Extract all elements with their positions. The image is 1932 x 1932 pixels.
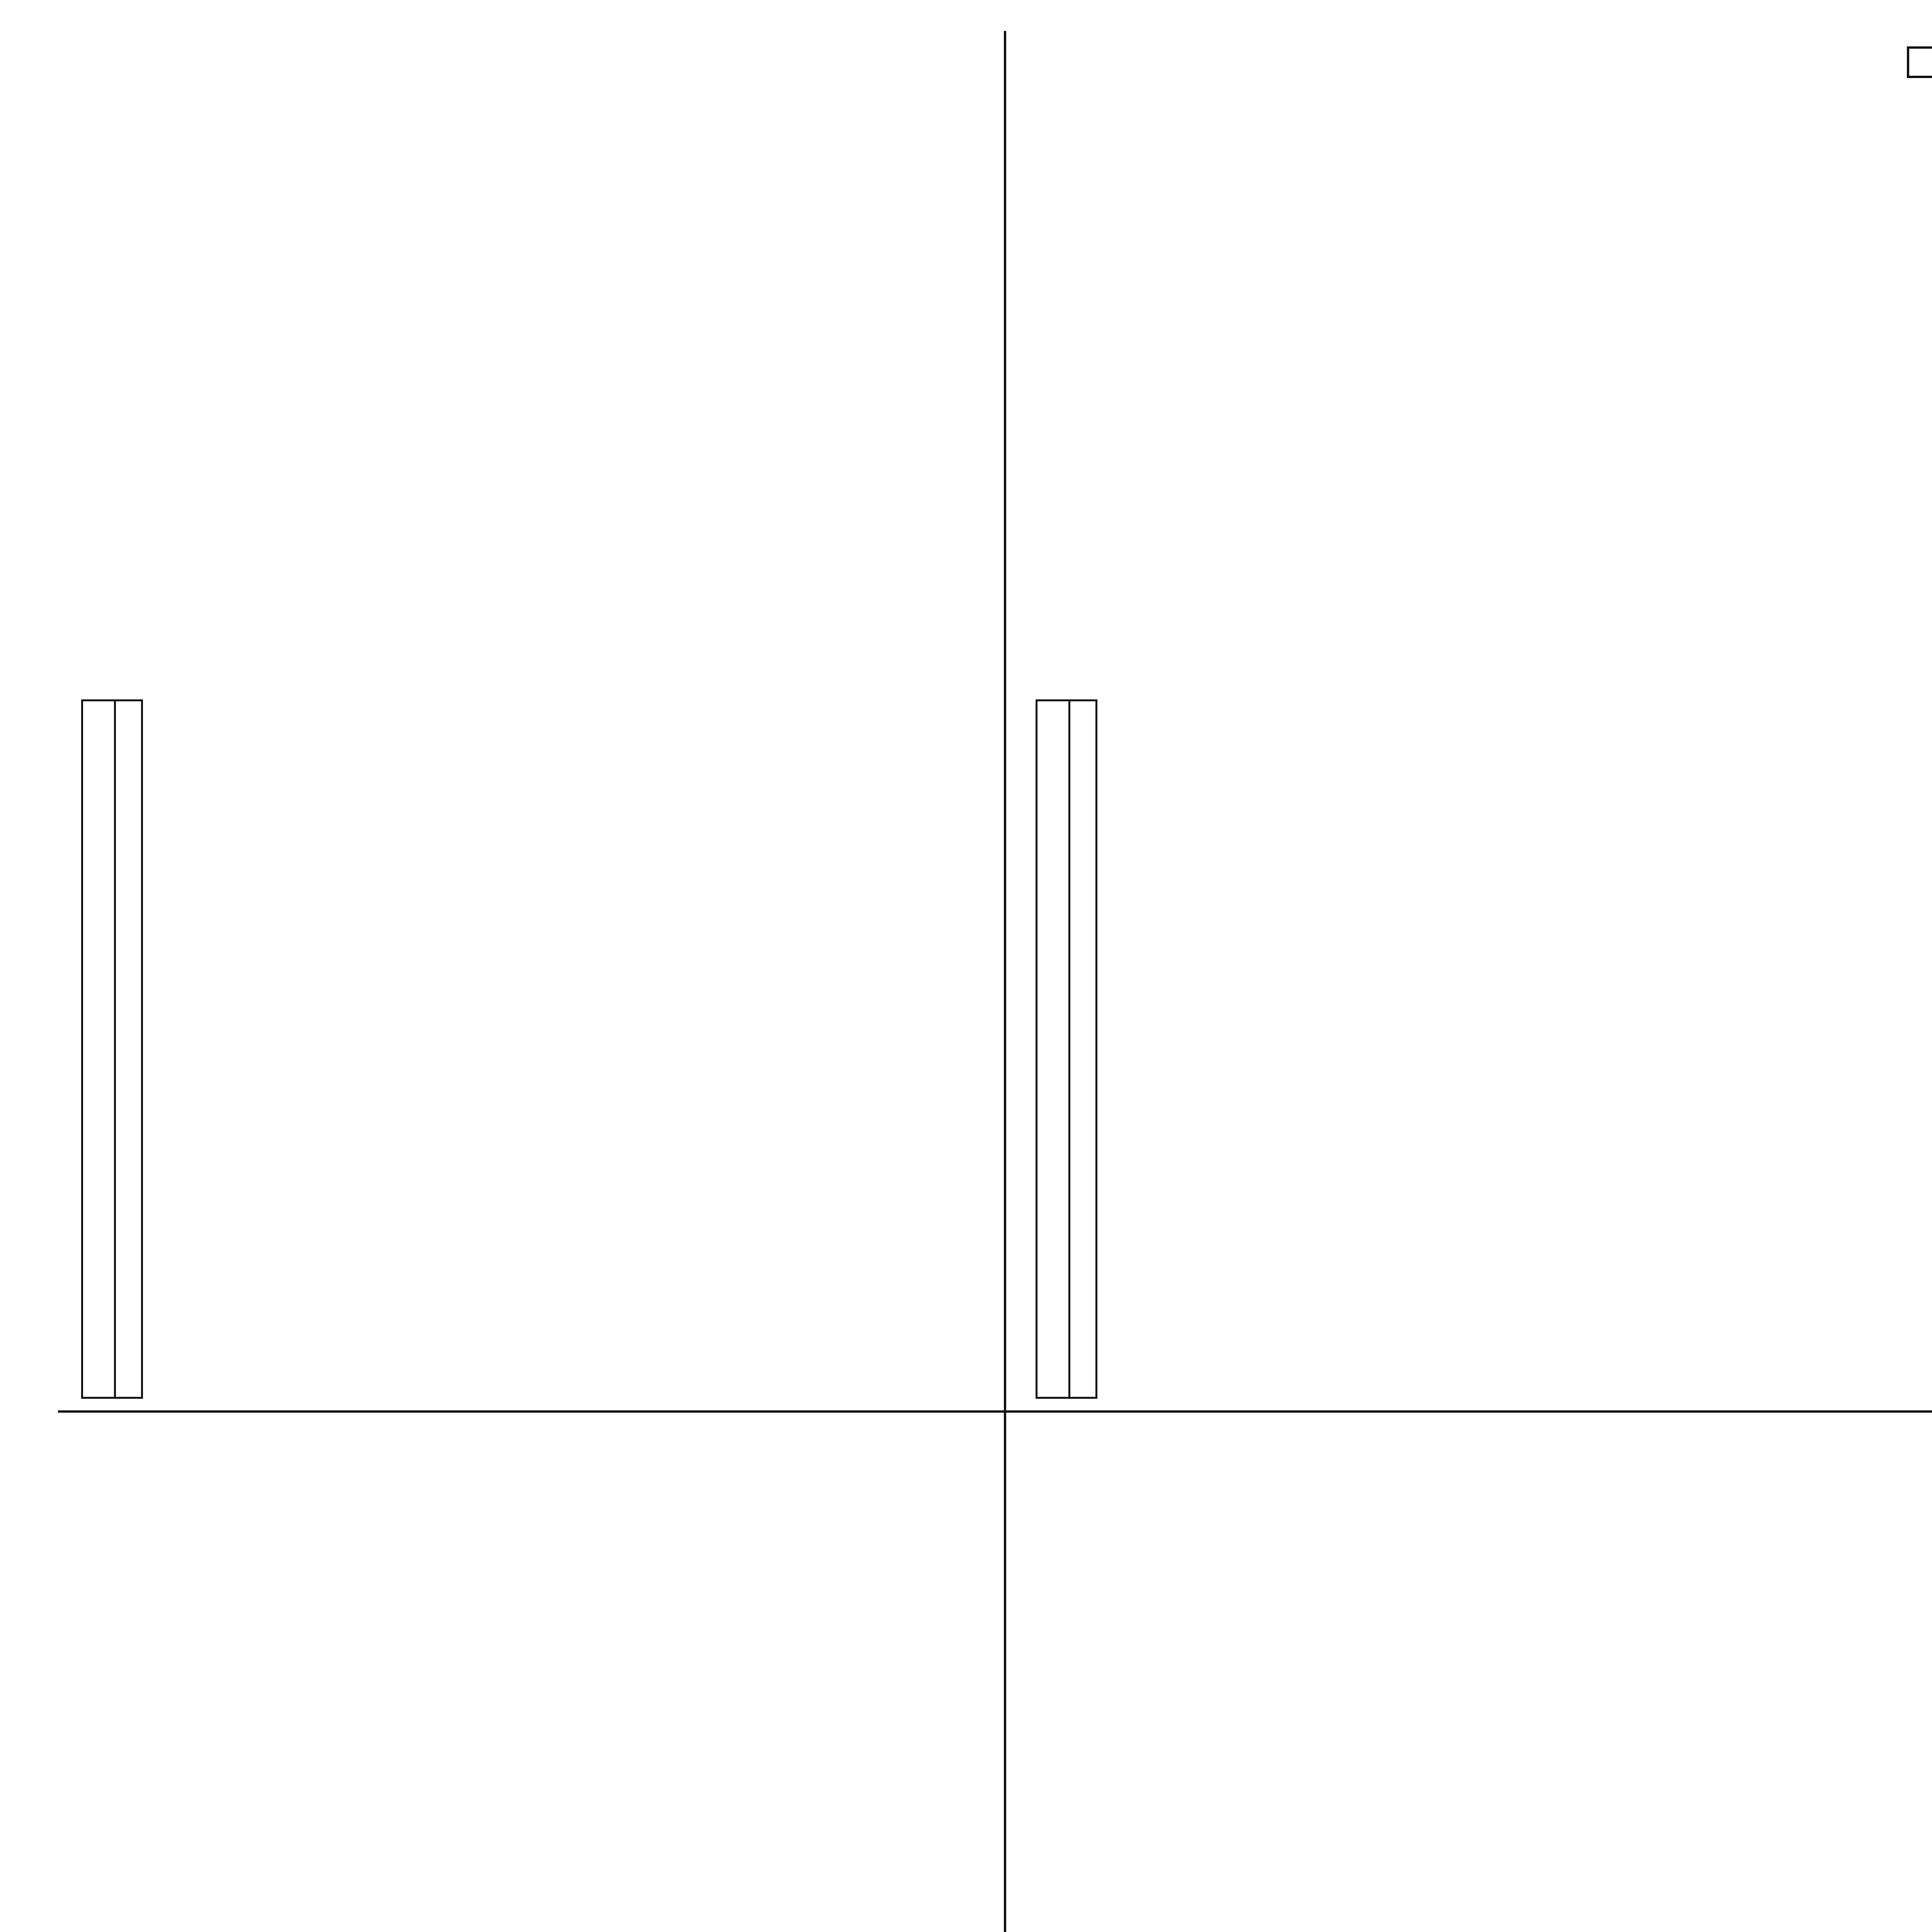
side-stamp-top xyxy=(81,699,143,1399)
center-divider-horizontal xyxy=(58,1410,1932,1413)
page-number-box xyxy=(1907,46,1932,78)
center-divider-vertical xyxy=(1004,31,1006,1932)
side-stamp-right-top xyxy=(1036,699,1097,1399)
